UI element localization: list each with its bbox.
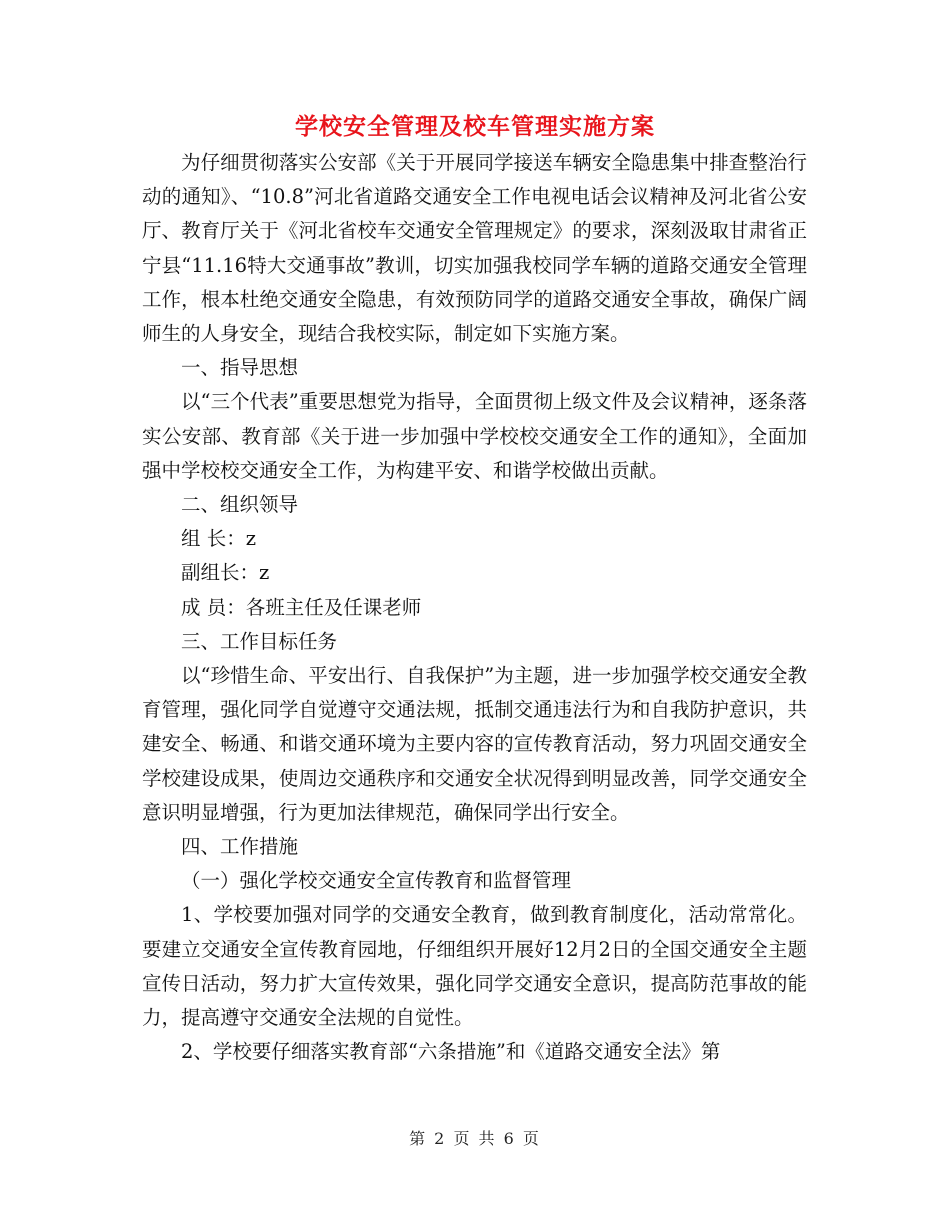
section-heading-guiding-ideology: 一、指导思想 bbox=[181, 356, 299, 380]
paragraph-guiding-ideology: 以“三个代表”重要思想党为指导，全面贯彻上级文件及会议精神，逐条落实公安部、教育部《关于进一步加强中学校校交通安全工作的通知》，全面加强中学校校交通安全工作，为构建平安、和谐学校做出贡献。 bbox=[142, 390, 807, 482]
members-line: 成 员：各班主任及任课老师 bbox=[181, 595, 422, 619]
page-number-footer: 第 2 页 共 6 页 bbox=[409, 1129, 541, 1148]
section-heading-organization: 二、组织领导 bbox=[181, 493, 299, 517]
paragraph-measure-1: 1、学校要加强对同学的交通安全教育，做到教育制度化，活动常常化。要建立交通安全宣传教育园地，仔细组织开展好12月2日的全国交通安全主题宣传日活动，努力扩大宣传效果，强化同学交通安全意识，提高防范事故的能力，提高遵守交通安全法规的自觉性。 bbox=[142, 903, 807, 1030]
section-heading-measures: 四、工作措施 bbox=[181, 835, 299, 859]
paragraph-measure-2: 2、学校要仔细落实教育部“六条措施”和《道路交通安全法》第 bbox=[181, 1040, 721, 1064]
document-body bbox=[142, 146, 807, 1069]
deputy-leader-line: 副组长：z bbox=[181, 561, 270, 585]
paragraph-intro: 为仔细贯彻落实公安部《关于开展同学接送车辆安全隐患集中排查整治行动的通知》、“10.8”河北省道路交通安全工作电视电话会议精神及河北省公安厅、教育厅关于《河北省校车交通安全管理规定》的要求，深刻汲取甘肃省正宁县“11.16特大交通事故”教训，切实加强我校同学车辆的道路交通安全管理工作，根本杜绝交通安全隐患，有效预防同学的道路交通安全事故，确保广阔师生的人身安全，现结合我校实际，制定如下实施方案。 bbox=[142, 151, 807, 346]
subsection-heading-education: （一）强化学校交通安全宣传教育和监督管理 bbox=[181, 869, 572, 893]
team-leader-line: 组 长：z bbox=[181, 527, 256, 551]
section-heading-goals: 三、工作目标任务 bbox=[181, 629, 338, 653]
paragraph-goals: 以“珍惜生命、平安出行、自我保护”为主题，进一步加强学校交通安全教育管理，强化同学自觉遵守交通法规，抵制交通违法行为和自我防护意识，共建安全、畅通、和谐交通环境为主要内容的宣传教育活动，努力巩固交通安全学校建设成果，使周边交通秩序和交通安全状况得到明显改善，同学交通安全意识明显增强，行为更加法律规范，确保同学出行安全。 bbox=[142, 664, 807, 824]
document-title: 学校安全管理及校车管理实施方案 bbox=[295, 113, 655, 140]
